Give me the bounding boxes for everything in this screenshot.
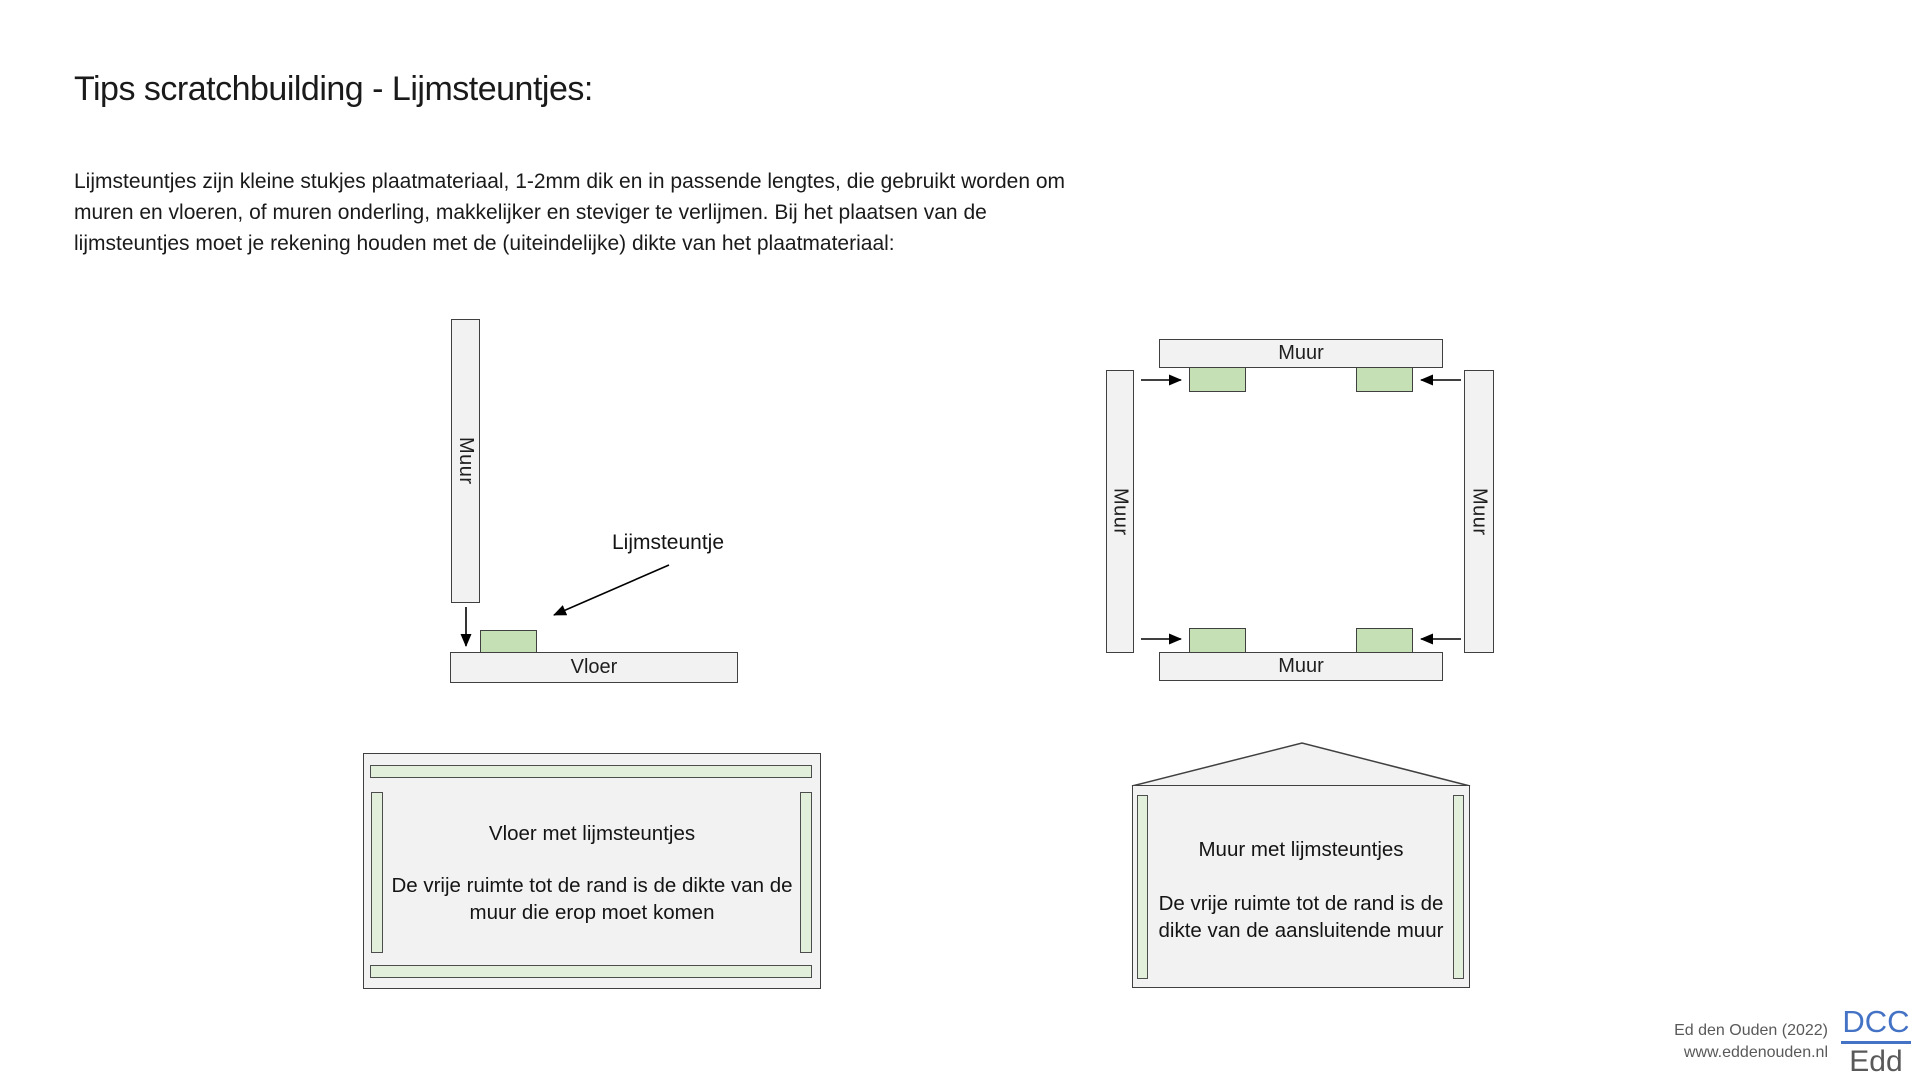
- floor-panel-strip-top: [370, 765, 812, 778]
- room-top-wall-label: Muur: [1278, 342, 1324, 364]
- room-right-wall-label: Muur: [1468, 487, 1491, 536]
- wall-panel: [1132, 785, 1470, 988]
- support-callout-arrow: [554, 565, 669, 615]
- floor-panel-body-line-2: muur die erop moet komen: [469, 901, 715, 924]
- footer-credit-block: [1560, 1020, 1828, 1064]
- room-support-bottom-left: [1189, 628, 1246, 653]
- floor-panel-body-line-1: De vrije ruimte tot de rand is de dikte van de: [391, 874, 793, 897]
- corner-wall-label: Muur: [455, 437, 477, 485]
- wall-panel-strip-left: [1137, 795, 1148, 979]
- support-callout-label: Lijmsteuntje: [611, 531, 725, 554]
- page-title: Tips scratchbuilding - Lijmsteuntjes:: [74, 70, 593, 108]
- intro-line-2: muren en vloeren, of muren onderling, makkelijker en steviger te verlijmen. Bij het plaatsen van de: [74, 201, 987, 224]
- credit-author: Ed den Ouden (2022): [1674, 1022, 1828, 1039]
- floor-label: Vloer: [570, 656, 618, 678]
- room-left-wall-label: Muur: [1109, 487, 1132, 536]
- logo-edd-text: Edd: [1849, 1045, 1903, 1078]
- room-support-top-right: [1356, 367, 1413, 392]
- wall-panel-strip-right: [1453, 795, 1464, 979]
- intro-line-3: lijmsteuntjes moet je rekening houden met de (uiteindelijke) dikte van het plaatmateriaal:: [74, 232, 895, 255]
- floor-panel: [363, 753, 821, 989]
- wall-panel-title: Muur met lijmsteuntjes: [1198, 838, 1404, 861]
- floor-bar: [450, 652, 738, 683]
- room-right-wall-bar: [1464, 370, 1494, 653]
- wall-panel-body-line-2: dikte van de aansluitende muur: [1158, 919, 1444, 942]
- corner-wall-bar: [451, 319, 480, 603]
- corner-support-block: [480, 630, 537, 653]
- floor-panel-title: Vloer met lijmsteuntjes: [488, 822, 696, 845]
- room-top-wall-bar: [1159, 339, 1443, 368]
- intro-paragraph: [74, 166, 1065, 259]
- intro-line-1: Lijmsteuntjes zijn kleine stukjes plaatmateriaal, 1-2mm dik en in passende lengtes, die gebruikt worden om: [74, 170, 1066, 193]
- room-bottom-wall-label: Muur: [1278, 655, 1324, 677]
- logo-dcc-text: DCC: [1841, 1006, 1910, 1044]
- floor-panel-strip-bottom: [370, 965, 812, 978]
- credit-website: www.eddenouden.nl: [1683, 1044, 1828, 1061]
- room-support-bottom-right: [1356, 628, 1413, 653]
- room-bottom-wall-bar: [1159, 652, 1443, 681]
- room-support-top-left: [1189, 367, 1246, 392]
- roof-triangle: [1132, 743, 1470, 786]
- wall-panel-body-line-1: De vrije ruimte tot de rand is de: [1158, 892, 1444, 915]
- dcc-edd-logo: [1841, 1006, 1911, 1077]
- room-left-wall-bar: [1106, 370, 1134, 653]
